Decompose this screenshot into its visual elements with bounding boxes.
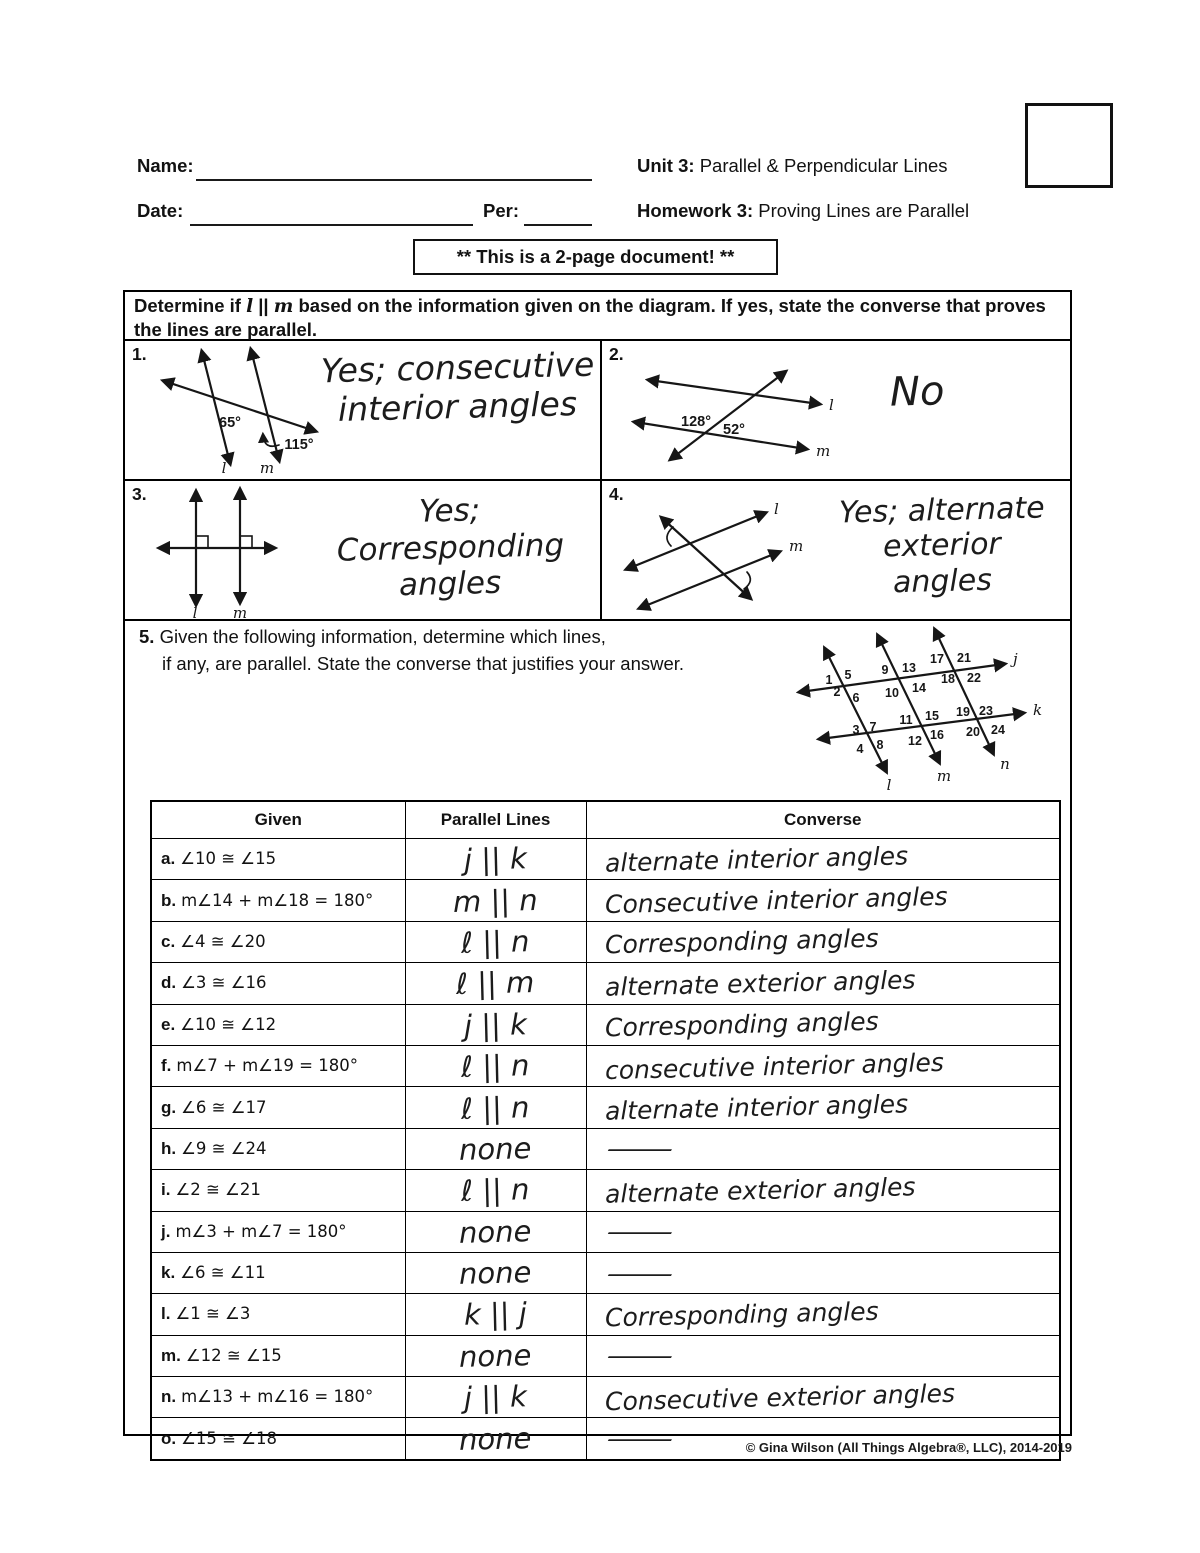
line-l-label: l <box>192 604 198 620</box>
name-underline <box>196 179 592 181</box>
page-note: ** This is a 2-page document! ** <box>456 246 735 267</box>
problem-5-text-line2 <box>162 653 684 675</box>
homework-label: Homework 3: <box>637 200 754 221</box>
angle-65-label: 65° <box>219 415 241 431</box>
angle-number: 10 <box>885 686 899 700</box>
answer-text: angles <box>398 564 502 604</box>
angle-number: 17 <box>930 652 944 666</box>
table-row <box>151 1211 1060 1252</box>
converse-answer: — <box>604 1341 675 1371</box>
line-m-label: m <box>816 442 831 460</box>
row-letter: f. <box>161 1056 172 1076</box>
converse-answer: alternate interior angles <box>604 840 908 878</box>
angle-number: 14 <box>912 681 926 695</box>
line-l-label: l <box>829 396 834 414</box>
angle-number: 2 <box>833 685 841 699</box>
given-statement: ∠2 ≅ ∠21 <box>175 1180 261 1200</box>
table-row <box>151 1252 1060 1293</box>
name-label: Name: <box>137 155 194 176</box>
converse-answer: Consecutive interior angles <box>604 881 948 920</box>
row-letter: i. <box>161 1180 171 1200</box>
angle-number: 16 <box>930 728 944 742</box>
converse-answer: — <box>604 1424 675 1454</box>
angle-number: 18 <box>941 672 955 686</box>
problem-3-number: 3. <box>132 484 147 504</box>
table-row <box>151 921 1060 962</box>
parallel-answer: ℓ || n <box>460 1172 531 1209</box>
problem-3-answer <box>305 493 595 603</box>
parallel-answer: j || k <box>463 841 528 877</box>
answer-text: Yes; Corresponding <box>336 492 565 569</box>
col-header-converse: Converse <box>586 801 1060 839</box>
instructions <box>125 292 1070 341</box>
angle-number: 22 <box>967 671 981 685</box>
row-letter: e. <box>161 1014 176 1034</box>
row-letter: g. <box>161 1097 177 1117</box>
copyright: © Gina Wilson (All Things Algebra®, LLC), 2014-2019 <box>745 1440 1072 1455</box>
parallel-answer: ℓ || n <box>460 1089 531 1126</box>
angle-number: 9 <box>881 663 889 677</box>
table-row <box>151 1128 1060 1169</box>
problem-5-text: Given the following information, determine which lines, <box>159 626 606 647</box>
answer-text: Yes; consecutive <box>320 344 595 391</box>
row-letter: o. <box>161 1428 177 1448</box>
table-row <box>151 1170 1060 1211</box>
angle-52-label: 52° <box>723 422 745 438</box>
converse-answer: — <box>604 1134 675 1164</box>
row-letter: c. <box>161 931 176 951</box>
converse-answer: alternate exterior angles <box>604 1172 916 1209</box>
converse-answer: Consecutive exterior angles <box>604 1378 955 1417</box>
answer-text: Yes; alternate <box>838 490 1046 531</box>
table-row <box>151 1045 1060 1086</box>
line-m-label: m <box>232 604 248 620</box>
converse-answer: — <box>604 1217 675 1247</box>
angle-number: 8 <box>876 738 884 752</box>
line-m-label: m <box>936 767 952 785</box>
line-k-label: k <box>1033 701 1043 719</box>
line-l-label: l <box>774 500 779 518</box>
row-letter: a. <box>161 849 176 869</box>
given-statement: m∠7 + m∠19 = 180° <box>176 1056 358 1076</box>
problem-1-answer <box>320 344 595 429</box>
date-label: Date: <box>137 200 184 221</box>
unit-label: Unit 3: <box>637 155 695 176</box>
given-statement: ∠1 ≅ ∠3 <box>175 1304 251 1324</box>
line-j-label: j <box>1013 650 1018 668</box>
converse-answer: Corresponding angles <box>604 1006 879 1043</box>
angle-number: 13 <box>902 661 916 675</box>
given-statement: m∠13 + m∠16 = 180° <box>181 1387 374 1407</box>
converse-answer: Corresponding angles <box>604 924 879 960</box>
converse-answer: Corresponding angles <box>604 1296 879 1333</box>
table-row <box>151 880 1060 921</box>
answer-text: No <box>889 368 945 416</box>
parallel-answer: none <box>458 1131 533 1167</box>
converse-answer: alternate exterior angles <box>604 965 916 1002</box>
given-statement: ∠4 ≅ ∠20 <box>180 931 266 951</box>
given-statement: ∠12 ≅ ∠15 <box>185 1345 282 1365</box>
problem-2-answer <box>857 369 977 416</box>
answer-text: interior angles <box>337 384 578 429</box>
given-statement: ∠3 ≅ ∠16 <box>181 973 267 993</box>
line-m-label: m <box>259 459 275 477</box>
angle-number: 3 <box>852 723 860 737</box>
parallel-answer: none <box>458 1337 533 1374</box>
angle-number: 12 <box>908 734 922 748</box>
answer-table <box>150 800 1061 1461</box>
instr-post: based on the information given on the diagram. If yes, state the converse that proves the lines are parallel. <box>134 295 1046 341</box>
row-letter: m. <box>161 1345 181 1365</box>
problem-4-answer <box>817 490 1067 600</box>
per-underline <box>524 224 592 226</box>
row-letter: k. <box>161 1263 176 1283</box>
problem-3-cell <box>125 481 602 621</box>
col-header-given: Given <box>151 801 405 839</box>
problem-4-number: 4. <box>609 484 624 504</box>
parallel-answer: m || n <box>452 882 539 919</box>
table-row <box>151 1004 1060 1045</box>
angle-115-label: 115° <box>284 437 314 453</box>
table-row <box>151 839 1060 880</box>
parallel-answer: j || k <box>463 1006 528 1043</box>
angle-number: 15 <box>925 709 939 723</box>
given-statement: ∠10 ≅ ∠12 <box>180 1014 277 1034</box>
instr-line-m: m <box>273 296 294 317</box>
row-letter: d. <box>161 973 177 993</box>
per-label: Per: <box>483 200 519 221</box>
line-l-label: l <box>886 776 892 794</box>
table-row <box>151 963 1060 1004</box>
line-m-label: m <box>789 537 804 555</box>
unit-title: Parallel & Perpendicular Lines <box>694 155 948 176</box>
angle-number: 11 <box>899 713 913 727</box>
problem-5-diagram <box>785 618 1055 803</box>
angle-number: 20 <box>966 725 980 739</box>
problem-5-text-line1 <box>139 626 606 648</box>
table-row <box>151 1294 1060 1335</box>
date-underline <box>190 224 473 226</box>
problem-4-diagram <box>602 481 812 621</box>
angle-number: 4 <box>856 742 864 756</box>
angle-128-label: 128° <box>681 414 711 430</box>
angle-number: 1 <box>825 673 833 687</box>
homework-title: Proving Lines are Parallel <box>753 200 970 221</box>
parallel-answer: ℓ || n <box>460 1048 531 1084</box>
line-n-label: n <box>1000 755 1010 773</box>
row-letter: n. <box>161 1387 177 1407</box>
homework-line <box>637 200 969 222</box>
answer-text: angles <box>892 562 992 600</box>
angle-number: 19 <box>956 705 970 719</box>
parallel-answer: k || j <box>463 1296 528 1333</box>
given-statement: ∠6 ≅ ∠11 <box>180 1263 266 1283</box>
row-letter: h. <box>161 1138 177 1158</box>
col-header-parallel-lines: Parallel Lines <box>405 801 586 839</box>
instr-line-l: l <box>246 296 254 317</box>
problem-3-diagram <box>127 484 307 620</box>
table-row <box>151 1335 1060 1376</box>
angle-number: 21 <box>957 651 971 665</box>
problem-5-text: if any, are parallel. State the converse that justifies your answer. <box>162 653 685 674</box>
page-note-box <box>413 239 778 275</box>
given-statement: ∠10 ≅ ∠15 <box>180 849 277 869</box>
parallel-answer: none <box>458 1213 533 1250</box>
row-letter: l. <box>161 1304 171 1324</box>
problem-4-cell <box>602 481 1070 621</box>
unit-line <box>637 155 948 177</box>
row-letter: b. <box>161 890 177 910</box>
angle-number: 7 <box>869 720 877 734</box>
line-l-label: l <box>221 459 227 477</box>
parallel-answer: ℓ || m <box>455 965 536 1002</box>
given-statement: ∠15 ≅ ∠18 <box>181 1428 277 1448</box>
angle-number: 6 <box>852 691 860 705</box>
converse-answer: alternate interior angles <box>604 1089 908 1126</box>
angle-number: 5 <box>844 668 852 682</box>
given-statement: ∠9 ≅ ∠24 <box>181 1138 267 1158</box>
parallel-answer: none <box>458 1255 533 1291</box>
problem-2-cell <box>602 341 1070 481</box>
row-letter: j. <box>161 1221 171 1241</box>
table-header-row <box>151 801 1060 839</box>
problem-1-number: 1. <box>132 344 147 364</box>
instr-pre: Determine if <box>134 295 247 316</box>
grade-box <box>1025 103 1113 188</box>
given-statement: m∠3 + m∠7 = 180° <box>175 1221 347 1241</box>
given-statement: ∠6 ≅ ∠17 <box>181 1097 267 1117</box>
angle-number: 24 <box>991 723 1005 737</box>
problem-2-number: 2. <box>609 344 624 364</box>
parallel-answer: ℓ || n <box>460 924 531 960</box>
given-statement: m∠14 + m∠18 = 180° <box>181 890 374 910</box>
converse-answer: — <box>604 1258 675 1288</box>
instr-parallel-symbol: || <box>253 295 274 316</box>
parallel-answer: none <box>458 1420 533 1457</box>
converse-answer: consecutive interior angles <box>604 1047 944 1085</box>
problem-5-number: 5. <box>139 626 155 647</box>
problem-1-cell <box>125 341 602 481</box>
table-row <box>151 1377 1060 1418</box>
answer-text: exterior <box>882 526 1002 565</box>
table-row <box>151 1087 1060 1128</box>
angle-number: 23 <box>979 704 993 718</box>
parallel-answer: j || k <box>463 1379 528 1416</box>
